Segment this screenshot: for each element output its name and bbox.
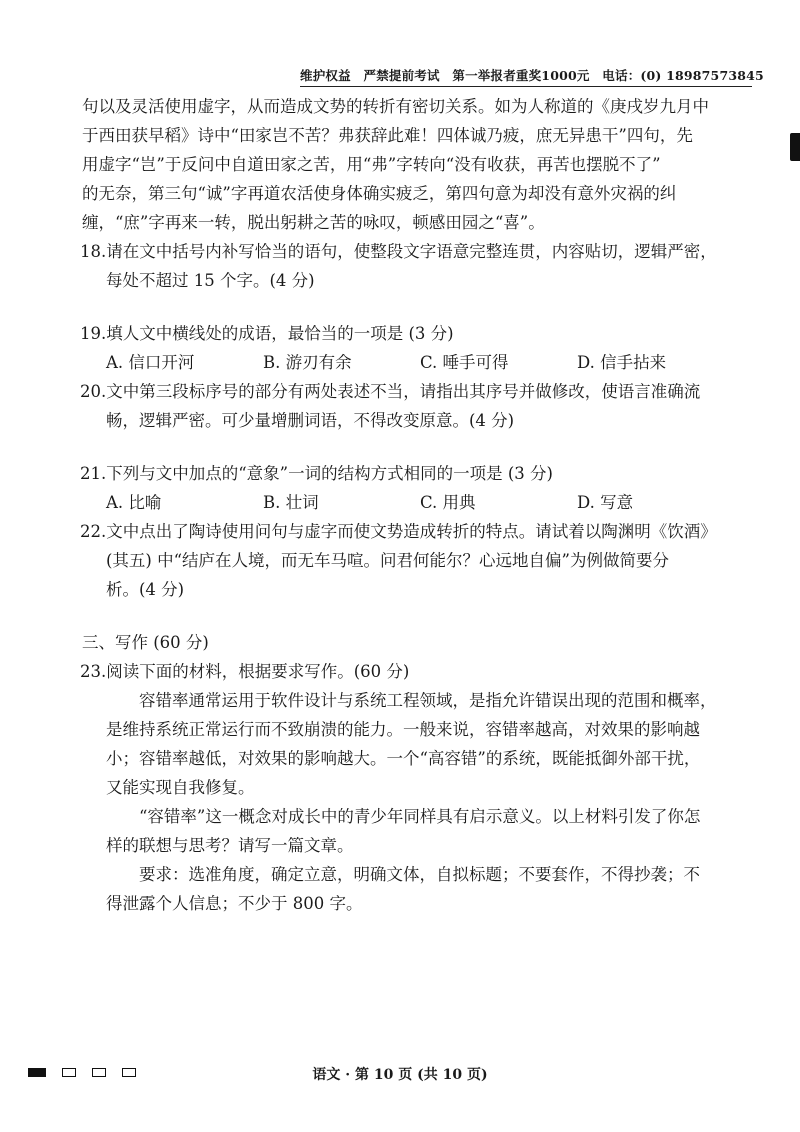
question-text: 填人文中横线处的成语，最恰当的一项是 (3 分) bbox=[106, 324, 454, 343]
question-20 bbox=[82, 377, 754, 435]
question-text: 每处不超过 15 个字。(4 分) bbox=[106, 271, 315, 290]
question-number: 19. bbox=[80, 324, 107, 343]
writing-material bbox=[82, 686, 754, 918]
question-text: 文中第三段标序号的部分有两处表述不当，请指出其序号并做修改，使语言准确流 bbox=[106, 382, 701, 401]
intro-line: 的无奈，第三句“诚”字再道农活使身体确实疲乏，第四句意为却没有意外灾祸的纠 bbox=[82, 184, 677, 203]
question-text: 阅读下面的材料，根据要求写作。(60 分) bbox=[106, 662, 410, 681]
intro-paragraph bbox=[82, 92, 754, 237]
question-22 bbox=[82, 517, 754, 604]
question-text: 请在文中括号内补写恰当的语句，使整段文字语意完整连贯，内容贴切，逻辑严密， bbox=[106, 242, 717, 261]
option-c: C. 唾手可得 bbox=[420, 353, 509, 372]
prompt-paragraph bbox=[106, 802, 754, 860]
question-21 bbox=[82, 459, 754, 517]
page-content bbox=[82, 92, 754, 918]
intro-line: 用虚字“岂”于反问中自道田家之苦，用“弗”字转向“没有收获，再苦也摆脱不了” bbox=[82, 155, 661, 174]
prompt-line: “容错率”这一概念对成长中的青少年同样具有启示意义。以上材料引发了你怎 bbox=[139, 807, 701, 826]
header-notice: 维护权益 严禁提前考试 第一举报者重奖1000元 电话：(0) 18987573845 bbox=[300, 66, 752, 87]
material-line: 是维持系统正常运行而不致崩溃的能力。一般来说，容错率越高，对效果的影响越 bbox=[106, 720, 700, 739]
requirement-line: 要求：选准角度，确定立意，明确文体，自拟标题；不要套作，不得抄袭；不 bbox=[139, 865, 700, 884]
question-text: 文中点出了陶诗使用问句与虚字而使文势造成转折的特点。请试着以陶渊明《饮酒》 bbox=[106, 522, 717, 541]
option-a: A. 比喻 bbox=[106, 493, 162, 512]
option-d: D. 信手拈来 bbox=[577, 353, 667, 372]
question-number: 21. bbox=[80, 464, 107, 483]
option-a: A. 信口开河 bbox=[106, 353, 195, 372]
answer-options bbox=[82, 488, 754, 517]
option-d: D. 写意 bbox=[577, 493, 634, 512]
option-b: B. 壮词 bbox=[263, 493, 319, 512]
question-text: (其五) 中“结庐在人境，而无车马喧。问君何能尔？心远地自偏”为例做简要分 bbox=[106, 551, 669, 570]
material-line: 容错率通常运用于软件设计与系统工程领域，是指允许错误出现的范围和概率， bbox=[139, 691, 717, 710]
answer-options bbox=[82, 348, 754, 377]
intro-line: 句以及灵活使用虚字，从而造成文势的转折有密切关系。如为人称道的《庚戌岁九月中 bbox=[82, 97, 709, 116]
question-number: 22. bbox=[80, 522, 107, 541]
material-paragraph bbox=[106, 686, 754, 802]
option-c: C. 用典 bbox=[420, 493, 476, 512]
binding-tab-mark bbox=[790, 133, 800, 161]
prompt-line: 样的联想与思考？请写一篇文章。 bbox=[106, 836, 354, 855]
question-number: 23. bbox=[80, 662, 107, 681]
requirement-line: 得泄露个人信息；不少于 800 字。 bbox=[106, 894, 363, 913]
intro-line: 缠，“庶”字再来一转，脱出躬耕之苦的咏叹，顿感田园之“喜”。 bbox=[82, 213, 545, 232]
question-text: 析。(4 分) bbox=[106, 580, 185, 599]
material-line: 小；容错率越低，对效果的影响越大。一个“高容错”的系统，既能抵御外部干扰， bbox=[106, 749, 701, 768]
question-text: 畅，逻辑严密。可少量增删词语，不得改变原意。(4 分) bbox=[106, 411, 515, 430]
question-number: 20. bbox=[80, 382, 107, 401]
requirement-paragraph bbox=[106, 860, 754, 918]
section-title: 三、写作 (60 分) bbox=[82, 633, 209, 652]
question-number: 18. bbox=[80, 242, 107, 261]
material-line: 又能实现自我修复。 bbox=[106, 778, 255, 797]
page-footer: 语文 · 第 10 页 (共 10 页) bbox=[312, 1067, 488, 1083]
question-18 bbox=[82, 237, 754, 295]
intro-line: 于西田获早稻》诗中“田家岂不苦？弗获辞此难！四体诚乃疲，庶无异患干”四句，先 bbox=[82, 126, 693, 145]
question-text: 下列与文中加点的“意象”一词的结构方式相同的一项是 (3 分) bbox=[106, 464, 553, 483]
question-23 bbox=[82, 657, 754, 918]
option-b: B. 游刃有余 bbox=[263, 353, 352, 372]
question-19 bbox=[82, 319, 754, 377]
